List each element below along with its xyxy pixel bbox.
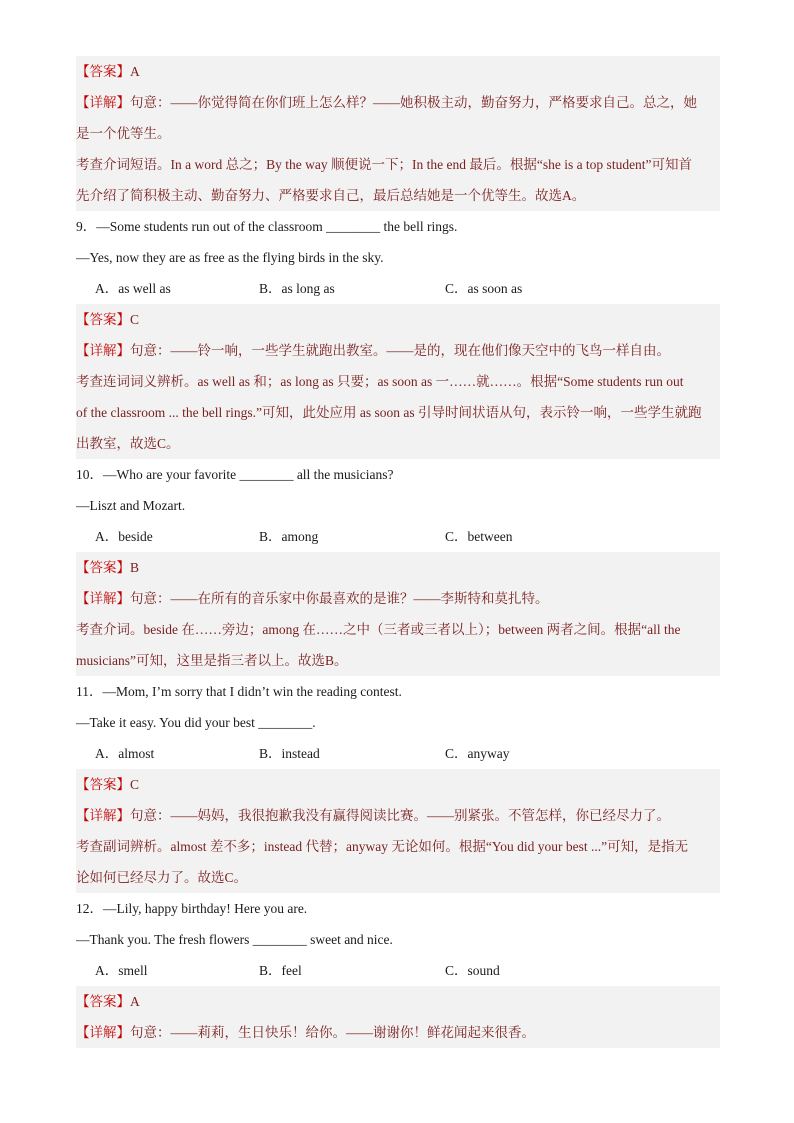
detail-text: 句意：——你觉得简在你们班上怎么样？——她积极主动，勤奋努力，严格要求自己。总之，她 xyxy=(130,95,697,110)
detail-tag: 【详解】 xyxy=(76,591,130,606)
detail-tag: 【详解】 xyxy=(76,95,130,110)
detail-text: 论如何已经尽力了。故选C。 xyxy=(76,870,248,885)
option-a: A．almost xyxy=(95,746,155,761)
option-b: B．instead xyxy=(259,746,320,761)
question-line: 10．—Who are your favorite ________ all the musicians? xyxy=(76,467,394,482)
answer-tag: 【答案】 xyxy=(76,64,130,79)
question-line: 11．—Mom, I’m sorry that I didn’t win the reading contest. xyxy=(76,684,402,699)
detail-tag: 【详解】 xyxy=(76,1025,130,1040)
answer-line xyxy=(76,769,720,800)
detail-line xyxy=(76,1017,720,1048)
detail-text: 句意：——铃一响，一些学生就跑出教室。——是的，现在他们像天空中的飞鸟一样自由。 xyxy=(130,343,670,358)
detail-line xyxy=(76,831,720,862)
answer-line xyxy=(76,986,720,1017)
question-line: —Take it easy. You did your best ________. xyxy=(76,715,316,730)
answer-block xyxy=(76,769,720,893)
detail-line xyxy=(76,118,720,149)
detail-line xyxy=(76,583,720,614)
detail-text: 句意：——妈妈，我很抱歉我没有赢得阅读比赛。——别紧张。不管怎样，你已经尽力了。 xyxy=(130,808,670,823)
question-line: —Yes, now they are as free as the flying birds in the sky. xyxy=(76,250,384,265)
detail-line xyxy=(76,397,720,428)
option-b: B．as long as xyxy=(259,281,335,296)
answer-line xyxy=(76,56,720,87)
options-row xyxy=(76,738,720,769)
detail-text: 先介绍了简积极主动、勤奋努力、严格要求自己，最后总结她是一个优等生。故选A。 xyxy=(76,188,586,203)
answer-tag: 【答案】 xyxy=(76,560,130,575)
options-row xyxy=(76,955,720,986)
answer-value: C xyxy=(130,312,140,327)
detail-line xyxy=(76,862,720,893)
question-line: —Liszt and Mozart. xyxy=(76,498,186,513)
option-b: B．among xyxy=(259,529,319,544)
detail-text: 句意：——在所有的音乐家中你最喜欢的是谁？——李斯特和莫扎特。 xyxy=(130,591,549,606)
question-line: 12．—Lily, happy birthday! Here you are. xyxy=(76,901,308,916)
answer-block xyxy=(76,304,720,459)
document-page xyxy=(76,56,720,1048)
options-row xyxy=(76,273,720,304)
answer-tag: 【答案】 xyxy=(76,994,130,1009)
detail-line xyxy=(76,366,720,397)
detail-line xyxy=(76,800,720,831)
detail-line xyxy=(76,335,720,366)
question-block xyxy=(76,893,720,986)
detail-line xyxy=(76,614,720,645)
detail-text: 考查介词短语。In a word 总之；By the way 顺便说一下；In the end 最后。根据“she is a top student”可知首 xyxy=(76,157,693,172)
answer-tag: 【答案】 xyxy=(76,777,130,792)
detail-text: 考查副词辨析。almost 差不多；instead 代替；anyway 无论如何。根据“You did your best ...”可知，是指无 xyxy=(76,839,689,854)
question-block xyxy=(76,459,720,552)
detail-text: of the classroom ... the bell rings.”可知，此处应用 as soon as 引导时间状语从句，表示铃一响，一些学生就跑 xyxy=(76,405,702,420)
answer-value: A xyxy=(130,64,140,79)
answer-value: A xyxy=(130,994,140,1009)
question-line: —Thank you. The fresh flowers ________ sweet and nice. xyxy=(76,932,393,947)
option-c: C．anyway xyxy=(445,746,510,761)
detail-line xyxy=(76,87,720,118)
detail-text: 考查连词词义辨析。as well as 和；as long as 只要；as soon as 一……就……。根据“Some students run out xyxy=(76,374,684,389)
question-block xyxy=(76,211,720,304)
answer-block xyxy=(76,986,720,1048)
detail-text: 出教室，故选C。 xyxy=(76,436,180,451)
detail-text: 句意：——莉莉，生日快乐！给你。——谢谢你！鲜花闻起来很香。 xyxy=(130,1025,535,1040)
detail-line xyxy=(76,149,720,180)
option-c: C．as soon as xyxy=(445,281,523,296)
options-row xyxy=(76,521,720,552)
detail-line xyxy=(76,180,720,211)
question-line: 9．—Some students run out of the classroom ________ the bell rings. xyxy=(76,219,458,234)
detail-line xyxy=(76,428,720,459)
option-a: A．smell xyxy=(95,963,148,978)
answer-line xyxy=(76,304,720,335)
option-b: B．feel xyxy=(259,963,302,978)
question-block xyxy=(76,676,720,769)
detail-text: 考查介词。beside 在……旁边；among 在……之中（三者或三者以上）；between 两者之间。根据“all the xyxy=(76,622,681,637)
answer-tag: 【答案】 xyxy=(76,312,130,327)
option-c: C．between xyxy=(445,529,513,544)
option-a: A．as well as xyxy=(95,281,171,296)
answer-block xyxy=(76,56,720,211)
detail-tag: 【详解】 xyxy=(76,343,130,358)
detail-line xyxy=(76,645,720,676)
option-c: C．sound xyxy=(445,963,500,978)
answer-block xyxy=(76,552,720,676)
detail-tag: 【详解】 xyxy=(76,808,130,823)
detail-text: 是一个优等生。 xyxy=(76,126,171,141)
answer-value: B xyxy=(130,560,140,575)
option-a: A．beside xyxy=(95,529,153,544)
answer-line xyxy=(76,552,720,583)
answer-value: C xyxy=(130,777,140,792)
detail-text: musicians”可知，这里是指三者以上。故选B。 xyxy=(76,653,348,668)
